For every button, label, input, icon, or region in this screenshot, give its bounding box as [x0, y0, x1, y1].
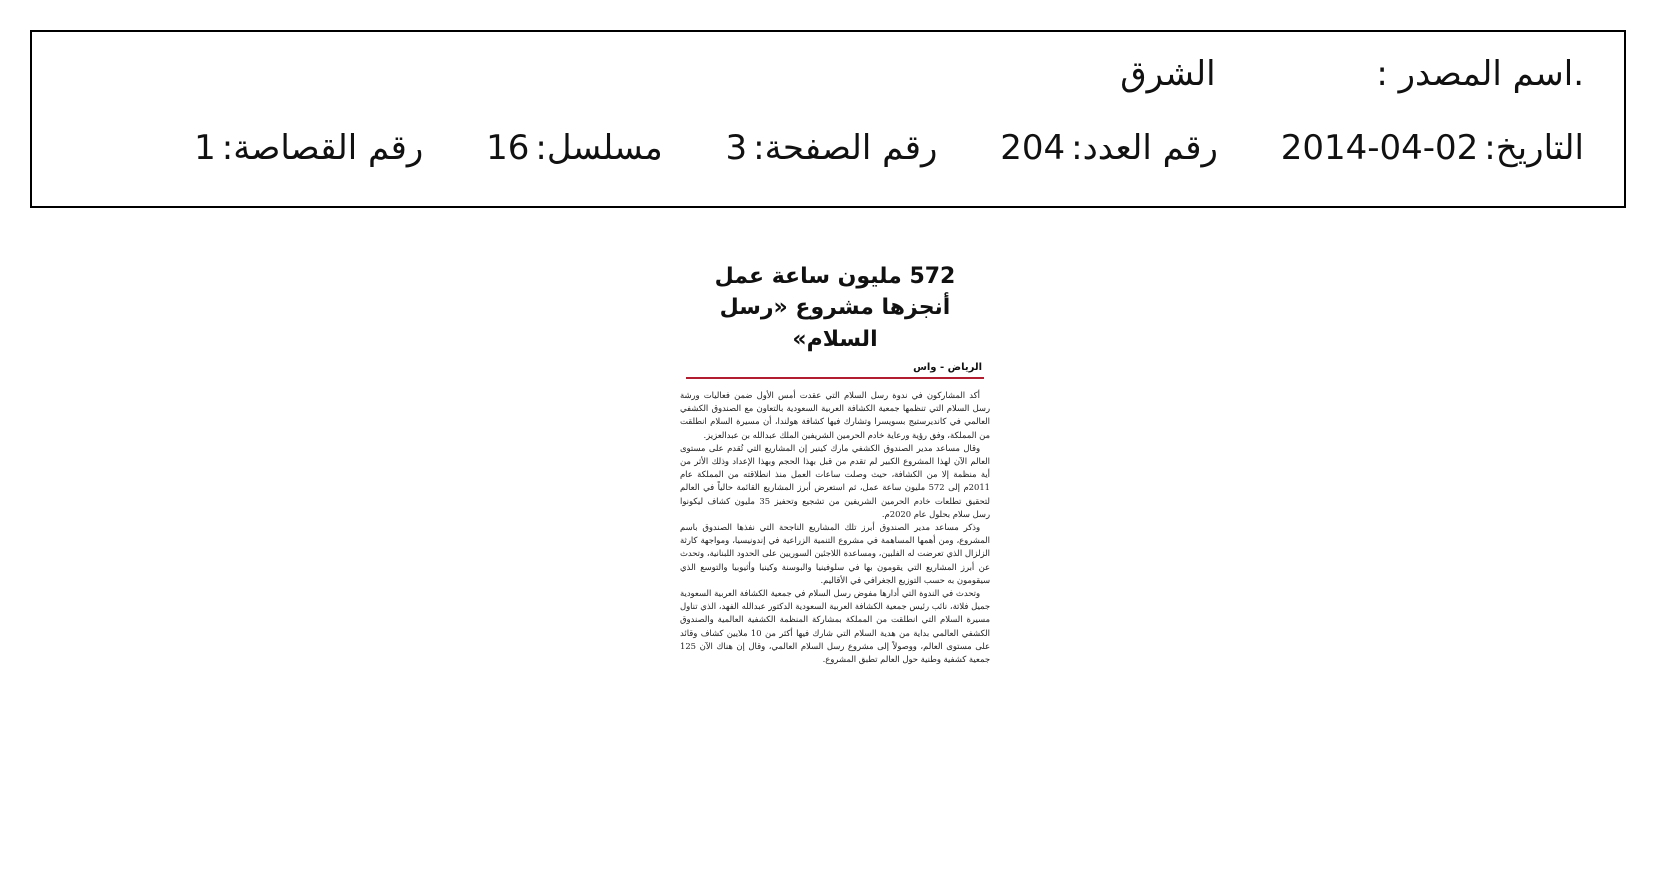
article-paragraph: أكد المشاركون في ندوة رسل السلام التي عقدت أمس الأول ضمن فعاليات ورشة رسل السلام التي تنظمها جمعية الكشافة العربية السعودية بالتعاون مع الصندوق الكشفي العالمي في كانديرستيج بسويسرا وتشارك فيها كشافة هولندا، أن مسيرة السلام انطلقت من المملكة، وفق رؤية ورعاية خادم الحرمين الشريفين الملك عبدالله بن عبدالعزيز.: [680, 390, 990, 440]
date-value: 2014-04-02: [1280, 128, 1479, 168]
page-field: [726, 128, 938, 168]
serial-value: 16: [486, 128, 530, 168]
issue-label: رقم العدد:: [1071, 128, 1218, 168]
headline-line-1: 572 مليون ساعة عمل: [714, 264, 956, 289]
date-label: التاريخ:: [1484, 128, 1584, 168]
page-label: رقم الصفحة:: [753, 128, 938, 168]
source-value: الشرق: [1120, 54, 1216, 94]
source-label: .اسم المصدر :: [1376, 54, 1584, 94]
clip-value: 1: [194, 128, 216, 168]
article-paragraph: وذكر مساعد مدير الصندوق أبرز تلك المشاريع الناجحة التي نفذها الصندوق باسم المشروع، ومن أهمها المساهمة في مشروع التنمية الزراعية في إندونيسيا، ومواجهة كارثة الزلزال الذي تعرضت له الفلبين، ومساعدة اللاجئين السوريين على الحدود اللبنانية، وتحدث عن أبرز المشاريع التي يقومون بها في سلوفينيا والبوسنة وكينيا وأثيوبيا والتوسع الذي سيقومون به حسب التوزيع الجغرافي في الأقاليم.: [680, 522, 990, 585]
article-paragraph: وتحدث في الندوة التي أدارها مفوض رسل السلام في جمعية الكشافة العربية السعودية جميل فلاتة، نائب رئيس جمعية الكشافة العربية السعودية الدكتور عبدالله الفهد، الذي تناول مسيرة السلام التي انطلقت من المملكة بمشاركة المنظمة الكشفية العالمية والصندوق الكشفي العالمي بداية من هدية السلام التي شارك فيها أكثر من 10 ملايين كشاف وقائد على مستوى العالم، ووصولاً إلى مشروع رسل السلام العالمي، وقال إن هناك الآن 125 جمعية كشفية وطنية حول العالم تطبق المشروع.: [680, 588, 990, 665]
clipping-header-box: [30, 30, 1626, 208]
headline-line-2: أنجزها مشروع «رسل السلام»: [719, 295, 951, 352]
issue-value: 204: [1000, 128, 1066, 168]
clip-field: [194, 128, 423, 168]
source-line: [1120, 54, 1584, 94]
article-paragraph: وقال مساعد مدير الصندوق الكشفي مارك كينير إن المشاريع التي تُقدم على مستوى العالم الآن لهذا المشروع الكبير لم تقدم من قبل بهذا الحجم وبهذا الإعداد وذلك الأثر من أية منظمة إلا من الكشافة، حيث وصلت ساعات العمل منذ انطلاقته من المملكة عام 2011م إلى 572 مليون ساعة عمل، ثم استعرض أبرز المشاريع القائمة حالياً في العالم لتحقيق تطلعات خادم الحرمين الشريفين من تشجيع وتحفيز 35 مليون كشاف ليكونوا رسل سلام بحلول عام 2020م.: [680, 442, 990, 519]
byline-rule: [686, 377, 984, 379]
page-value: 3: [725, 128, 748, 168]
serial-label: مسلسل:: [535, 128, 663, 168]
metadata-line: [142, 128, 1584, 168]
article-body: [680, 389, 990, 666]
date-field: [1281, 128, 1584, 168]
newspaper-clipping: [680, 262, 990, 884]
issue-field: [1000, 128, 1218, 168]
byline: الرياض - واس: [913, 362, 982, 373]
serial-field: [486, 128, 663, 168]
clip-label: رقم القصاصة:: [221, 128, 424, 168]
